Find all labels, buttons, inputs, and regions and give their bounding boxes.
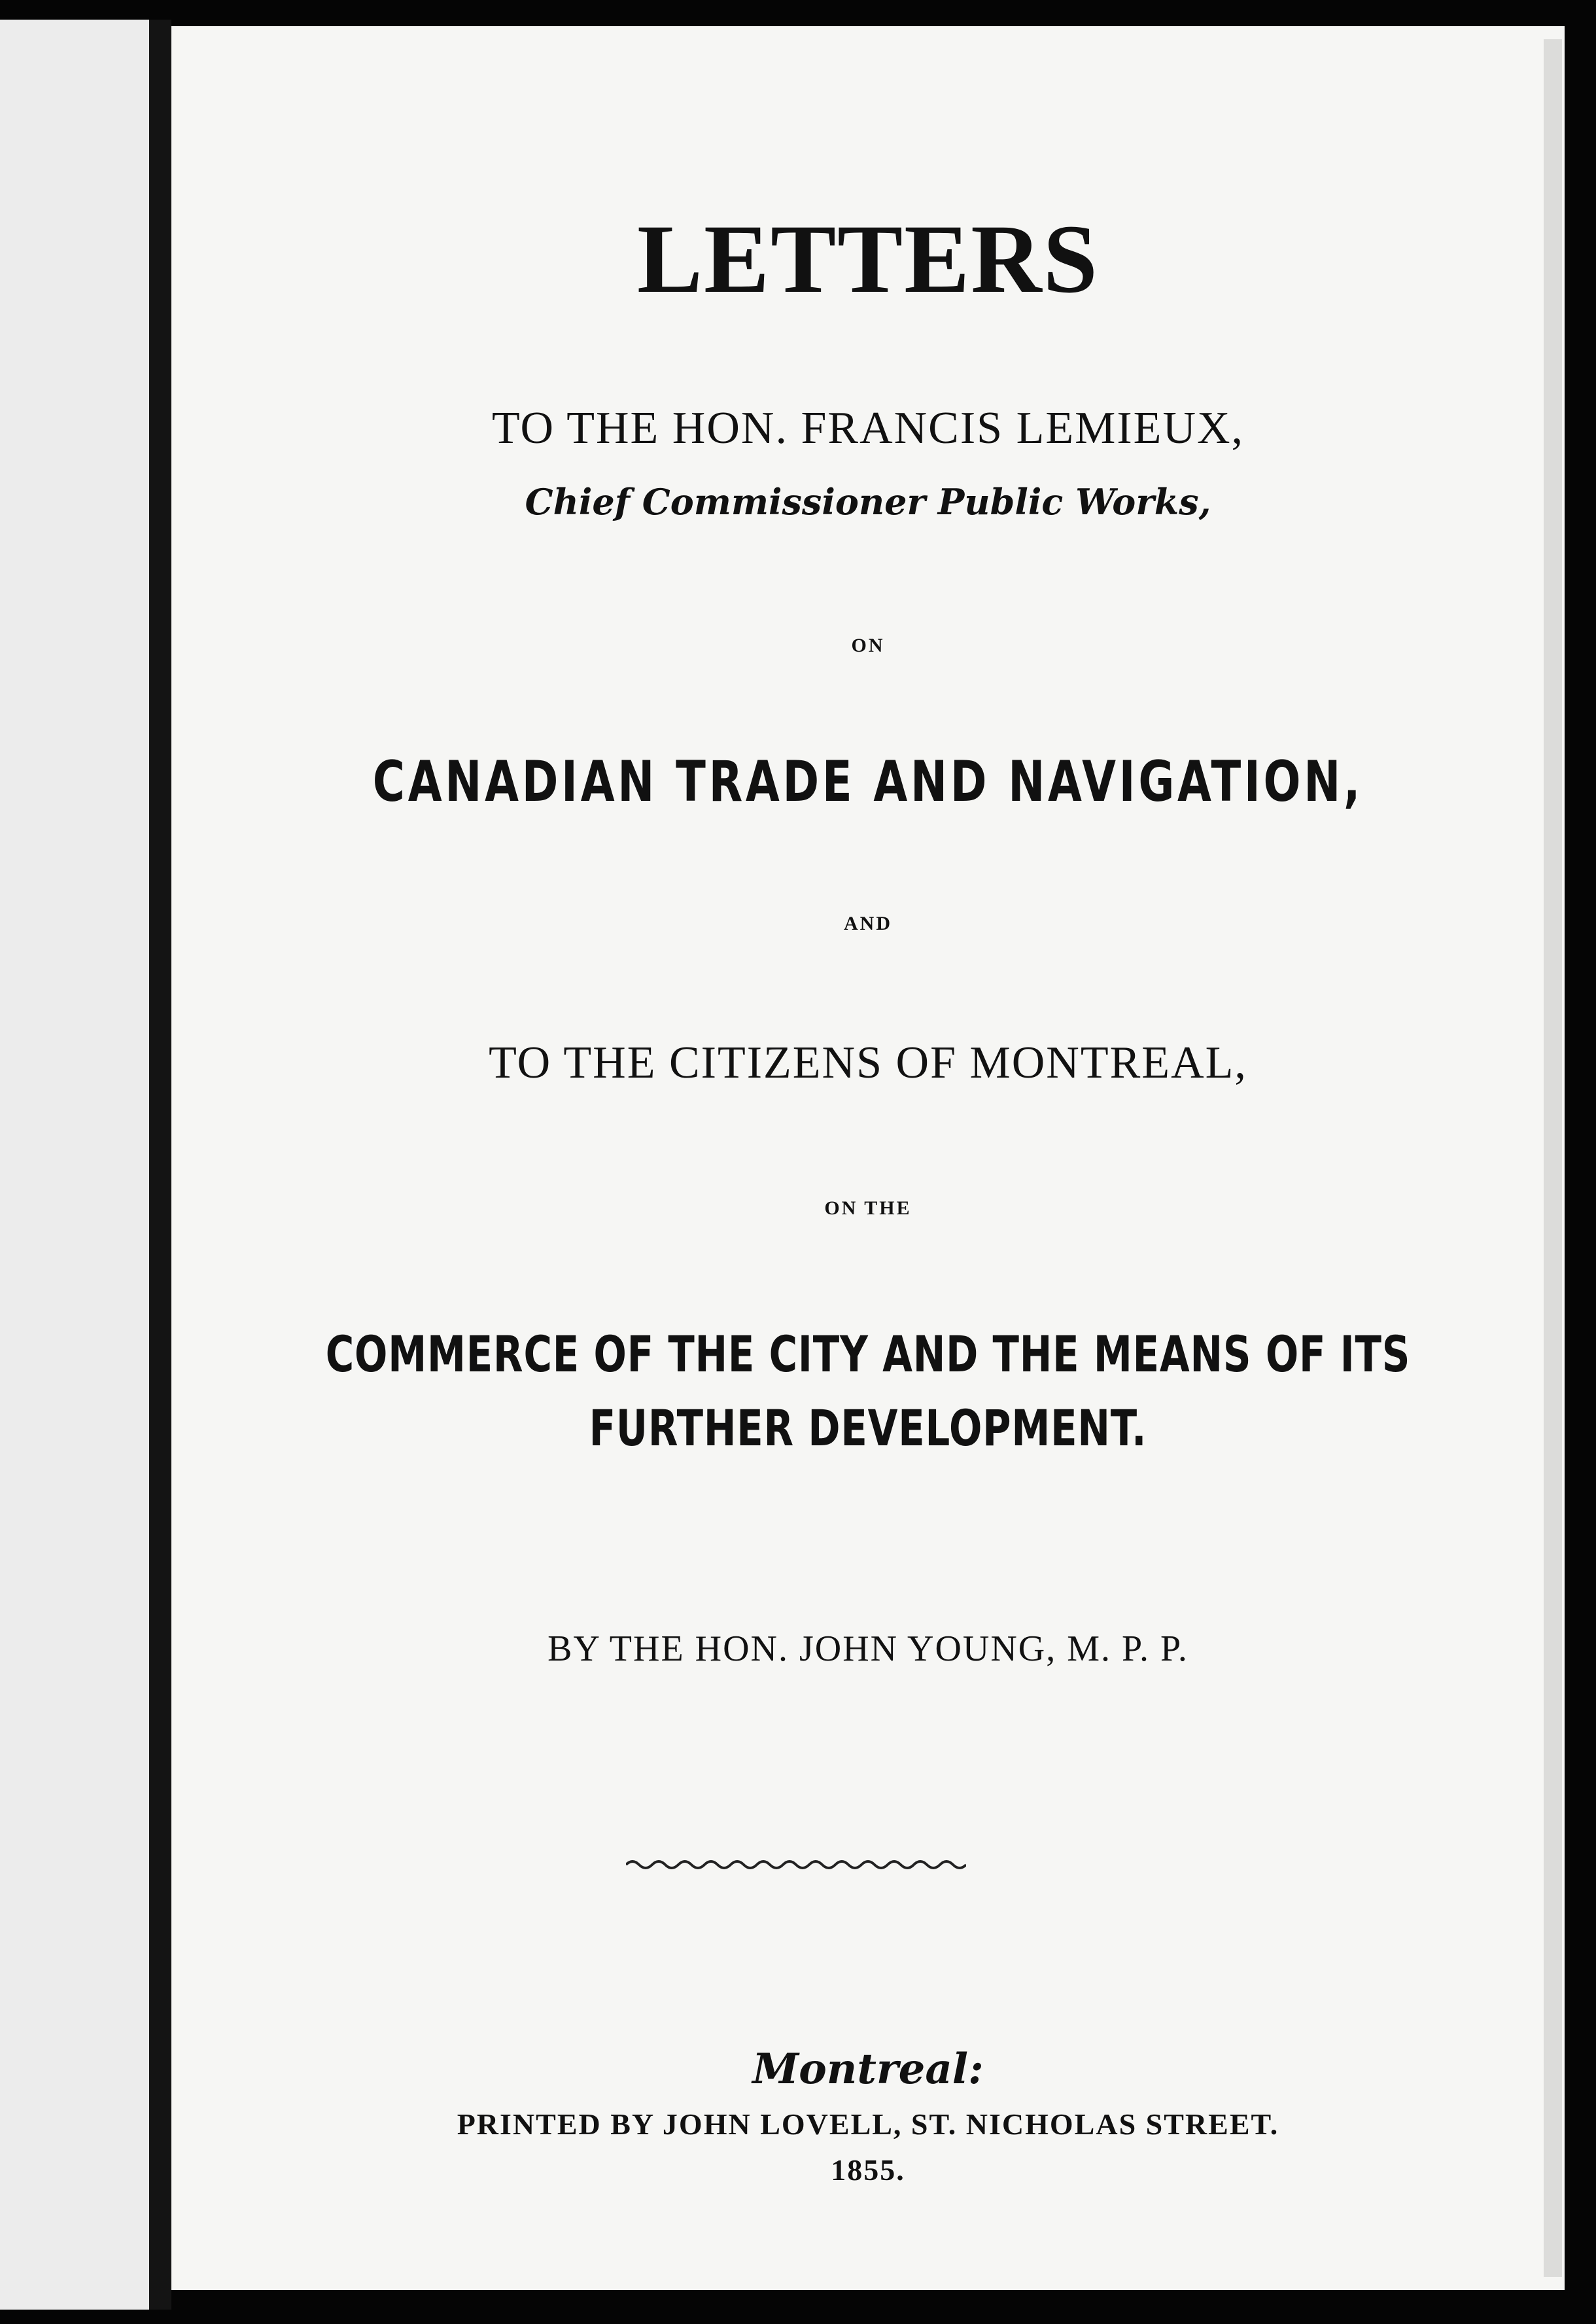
subject-trade-navigation: CANADIAN TRADE AND NAVIGATION, bbox=[372, 749, 1364, 815]
imprint-city: Montreal: bbox=[752, 2045, 984, 2094]
page-right-edge bbox=[1544, 39, 1562, 2277]
page-title: LETTERS bbox=[637, 205, 1099, 313]
subject-commerce-line-2: FURTHER DEVELOPMENT. bbox=[589, 1399, 1147, 1457]
connector-and: AND bbox=[844, 913, 892, 934]
imprint-printer: PRINTED BY JOHN LOVELL, ST. NICHOLAS STREET. bbox=[457, 2107, 1279, 2141]
dedication-recipient: TO THE HON. FRANCIS LEMIEUX, bbox=[491, 403, 1245, 453]
facing-page-edge bbox=[0, 20, 149, 2310]
dedication-office: Chief Commissioner Public Works, bbox=[525, 481, 1211, 523]
author-byline: BY THE HON. JOHN YOUNG, M. P. P. bbox=[547, 1629, 1188, 1669]
ornamental-wavy-rule bbox=[626, 1857, 966, 1873]
connector-on: ON bbox=[851, 635, 885, 656]
imprint-year: 1855. bbox=[831, 2153, 905, 2187]
book-gutter bbox=[149, 20, 171, 2310]
title-page bbox=[171, 26, 1565, 2290]
recipient-citizens: TO THE CITIZENS OF MONTREAL, bbox=[489, 1038, 1247, 1088]
subject-commerce-line-1: COMMERCE OF THE CITY AND THE MEANS OF ITS bbox=[325, 1325, 1411, 1383]
connector-on-the: ON THE bbox=[824, 1197, 912, 1219]
